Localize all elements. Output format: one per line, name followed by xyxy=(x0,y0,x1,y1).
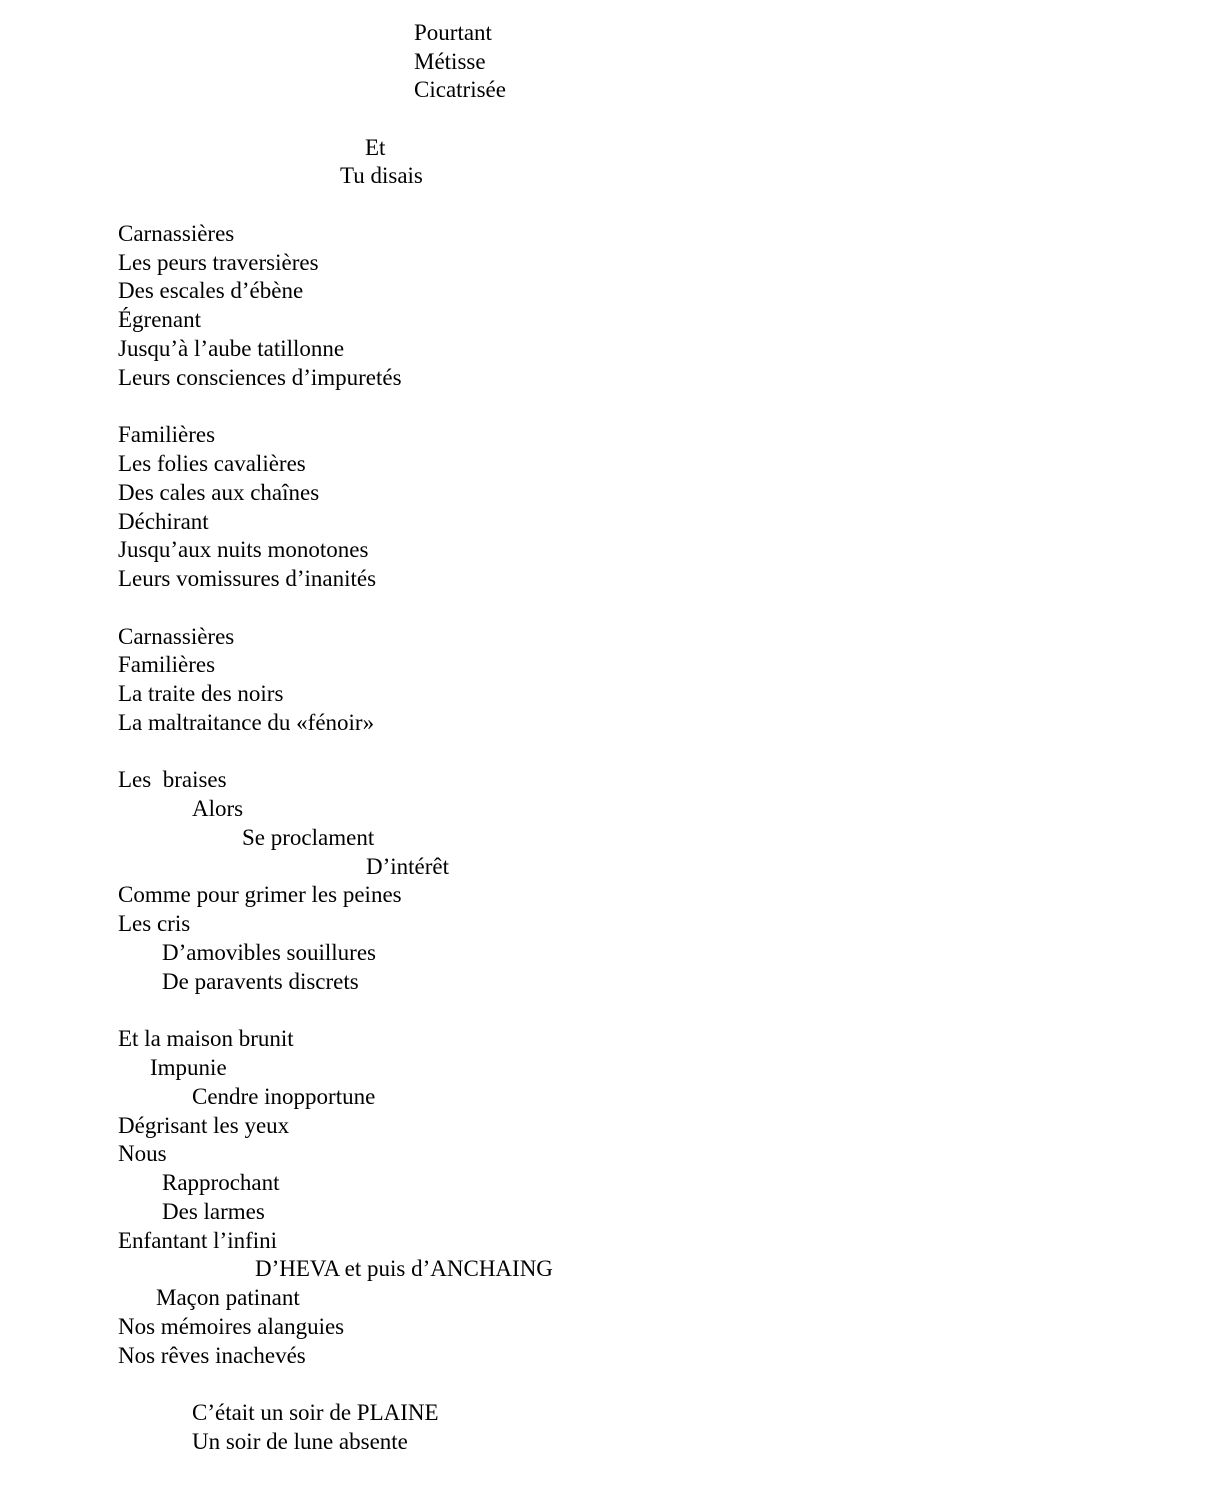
poem-line: D’HEVA et puis d’ANCHAING xyxy=(255,1256,553,1281)
poem-line: Jusqu’à l’aube tatillonne xyxy=(118,336,345,361)
poem-line: Carnassières xyxy=(118,221,235,246)
poem-line: Déchirant xyxy=(118,509,209,534)
poem-line: D’intérêt xyxy=(366,854,450,879)
poem-line: Comme pour grimer les peines xyxy=(118,882,402,907)
poem-line: Pourtant xyxy=(414,20,492,45)
poem-line: Familières xyxy=(118,422,216,447)
poem-line: Rapprochant xyxy=(162,1170,280,1195)
poem-line: Carnassières xyxy=(118,624,235,649)
poem-line: Cendre inopportune xyxy=(192,1084,376,1109)
poem-line: Et xyxy=(365,135,386,160)
poem-line: Les folies cavalières xyxy=(118,451,306,476)
poem-line: La traite des noirs xyxy=(118,681,284,706)
poem-line: De paravents discrets xyxy=(162,969,359,994)
poem-line: Dégrisant les yeux xyxy=(118,1113,290,1138)
poem-line: Des larmes xyxy=(162,1199,265,1224)
poem-line: Un soir de lune absente xyxy=(192,1429,408,1454)
poem-line: Impunie xyxy=(150,1055,227,1080)
poem-line: Les braises xyxy=(118,767,227,792)
poem-line: Leurs consciences d’impuretés xyxy=(118,365,402,390)
poem-line: Enfantant l’infini xyxy=(118,1228,278,1253)
poem-line: La maltraitance du «fénoir» xyxy=(118,710,375,735)
poem-line: Des cales aux chaînes xyxy=(118,480,320,505)
poem-line: Familières xyxy=(118,652,216,677)
poem-line: C’était un soir de PLAINE xyxy=(192,1400,439,1425)
poem-line: Leurs vomissures d’inanités xyxy=(118,566,377,591)
poem-line: Jusqu’aux nuits monotones xyxy=(118,537,369,562)
poem-line: Des escales d’ébène xyxy=(118,278,304,303)
poem-line: Nos rêves inachevés xyxy=(118,1343,306,1368)
poem-line: Les peurs traversières xyxy=(118,250,319,275)
poem-line: Cicatrisée xyxy=(414,77,506,102)
poem-line: Égrenant xyxy=(118,307,202,332)
poem-line: Alors xyxy=(192,796,244,821)
poem-line: Maçon patinant xyxy=(156,1285,300,1310)
poem-line: Métisse xyxy=(414,49,486,74)
poem-line: Et la maison brunit xyxy=(118,1026,294,1051)
poem-line: Les cris xyxy=(118,911,191,936)
poem-line: D’amovibles souillures xyxy=(162,940,376,965)
poem-line: Se proclament xyxy=(242,825,375,850)
poem-line: Nous xyxy=(118,1141,167,1166)
poem-line: Nos mémoires alanguies xyxy=(118,1314,345,1339)
poem-line: Tu disais xyxy=(340,163,423,188)
